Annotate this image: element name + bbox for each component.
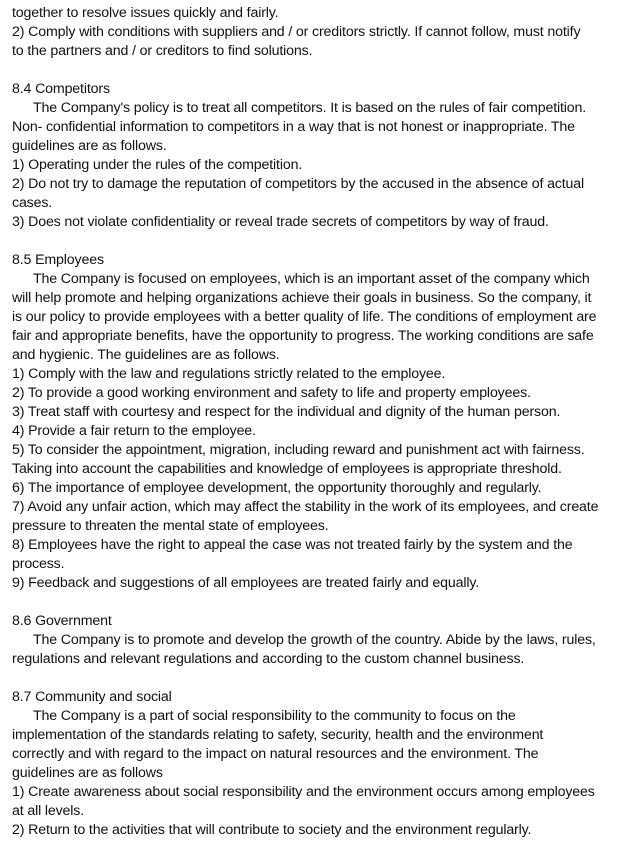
text-line: 2) Comply with conditions with suppliers and / or creditors strictly. If cannot follow, must notify xyxy=(12,24,581,40)
intro-block xyxy=(12,4,632,61)
paragraph-line: regulations and relevant regulations and according to the custom channel business. xyxy=(12,651,525,667)
paragraph-line: correctly and with regard to the impact on natural resources and the environment. The xyxy=(12,746,539,762)
list-item-line: 1) Create awareness about social responsibility and the environment occurs among employees xyxy=(12,784,595,800)
paragraph-line: The Company is a part of social responsibility to the community to focus on the xyxy=(33,708,516,724)
list-item-line: 7) Avoid any unfair action, which may affect the stability in the work of its employees, and create xyxy=(12,499,599,515)
list-item-line: 1) Operating under the rules of the competition. xyxy=(12,157,303,173)
list-item-line: 2) Do not try to damage the reputation of competitors by the accused in the absence of actual xyxy=(12,176,585,192)
text-line: together to resolve issues quickly and fairly. xyxy=(12,5,279,21)
paragraph-line: The Company is focused on employees, which is an important asset of the company which xyxy=(33,271,590,287)
text-line: to the partners and / or creditors to find solutions. xyxy=(12,43,313,59)
document-page xyxy=(12,4,632,840)
list-item-line: 1) Comply with the law and regulations strictly related to the employee. xyxy=(12,366,446,382)
section-heading: 8.5 Employees xyxy=(12,252,104,268)
list-item-line: 5) To consider the appointment, migration, including reward and punishment act with fairness. xyxy=(12,442,585,458)
paragraph-line: will help promote and helping organizations achieve their goals in business. So the company, it xyxy=(12,290,592,306)
spacer xyxy=(12,61,632,80)
list-item-line: Taking into account the capabilities and knowledge of employees is appropriate threshold. xyxy=(12,461,562,477)
list-item-line: cases. xyxy=(12,195,53,211)
section-employees xyxy=(12,251,632,593)
list-item-line: 8) Employees have the right to appeal the case was not treated fairly by the system and the xyxy=(12,537,573,553)
list-item-line: process. xyxy=(12,556,65,572)
section-heading: 8.7 Community and social xyxy=(12,689,172,705)
list-item-line: 3) Treat staff with courtesy and respect for the individual and dignity of the human person. xyxy=(12,404,561,420)
paragraph-line: Non- confidential information to competitors in a way that is not honest or inappropriate. The xyxy=(12,119,575,135)
list-item-line: 6) The importance of employee development, the opportunity thoroughly and regularly. xyxy=(12,480,542,496)
list-item-line: 2) Return to the activities that will contribute to society and the environment regularly. xyxy=(12,822,532,838)
spacer xyxy=(12,593,632,612)
section-community-social xyxy=(12,688,632,840)
paragraph-line: The Company is to promote and develop the growth of the country. Abide by the laws, rules, xyxy=(33,632,596,648)
paragraph-line: The Company's policy is to treat all competitors. It is based on the rules of fair competition. xyxy=(33,100,587,116)
paragraph-line: guidelines are as follows. xyxy=(12,138,167,154)
paragraph-line: fair and appropriate benefits, have the opportunity to progress. The working conditions are safe xyxy=(12,328,594,344)
paragraph-line: is our policy to provide employees with a better quality of life. The conditions of employment are xyxy=(12,309,597,325)
list-item-line: at all levels. xyxy=(12,803,85,819)
paragraph-line: guidelines are as follows xyxy=(12,765,163,781)
list-item-line: 2) To provide a good working environment and safety to life and property employees. xyxy=(12,385,531,401)
list-item-line: 4) Provide a fair return to the employee. xyxy=(12,423,256,439)
section-heading: 8.6 Government xyxy=(12,613,112,629)
spacer xyxy=(12,669,632,688)
paragraph-line: implementation of the standards relating to safety, security, health and the environment xyxy=(12,727,544,743)
spacer xyxy=(12,232,632,251)
paragraph-line: and hygienic. The guidelines are as follows. xyxy=(12,347,280,363)
section-competitors xyxy=(12,80,632,232)
list-item-line: 3) Does not violate confidentiality or reveal trade secrets of competitors by way of fraud. xyxy=(12,214,549,230)
section-government xyxy=(12,612,632,669)
section-heading: 8.4 Competitors xyxy=(12,81,110,97)
list-item-line: pressure to threaten the mental state of employees. xyxy=(12,518,329,534)
list-item-line: 9) Feedback and suggestions of all employees are treated fairly and equally. xyxy=(12,575,480,591)
